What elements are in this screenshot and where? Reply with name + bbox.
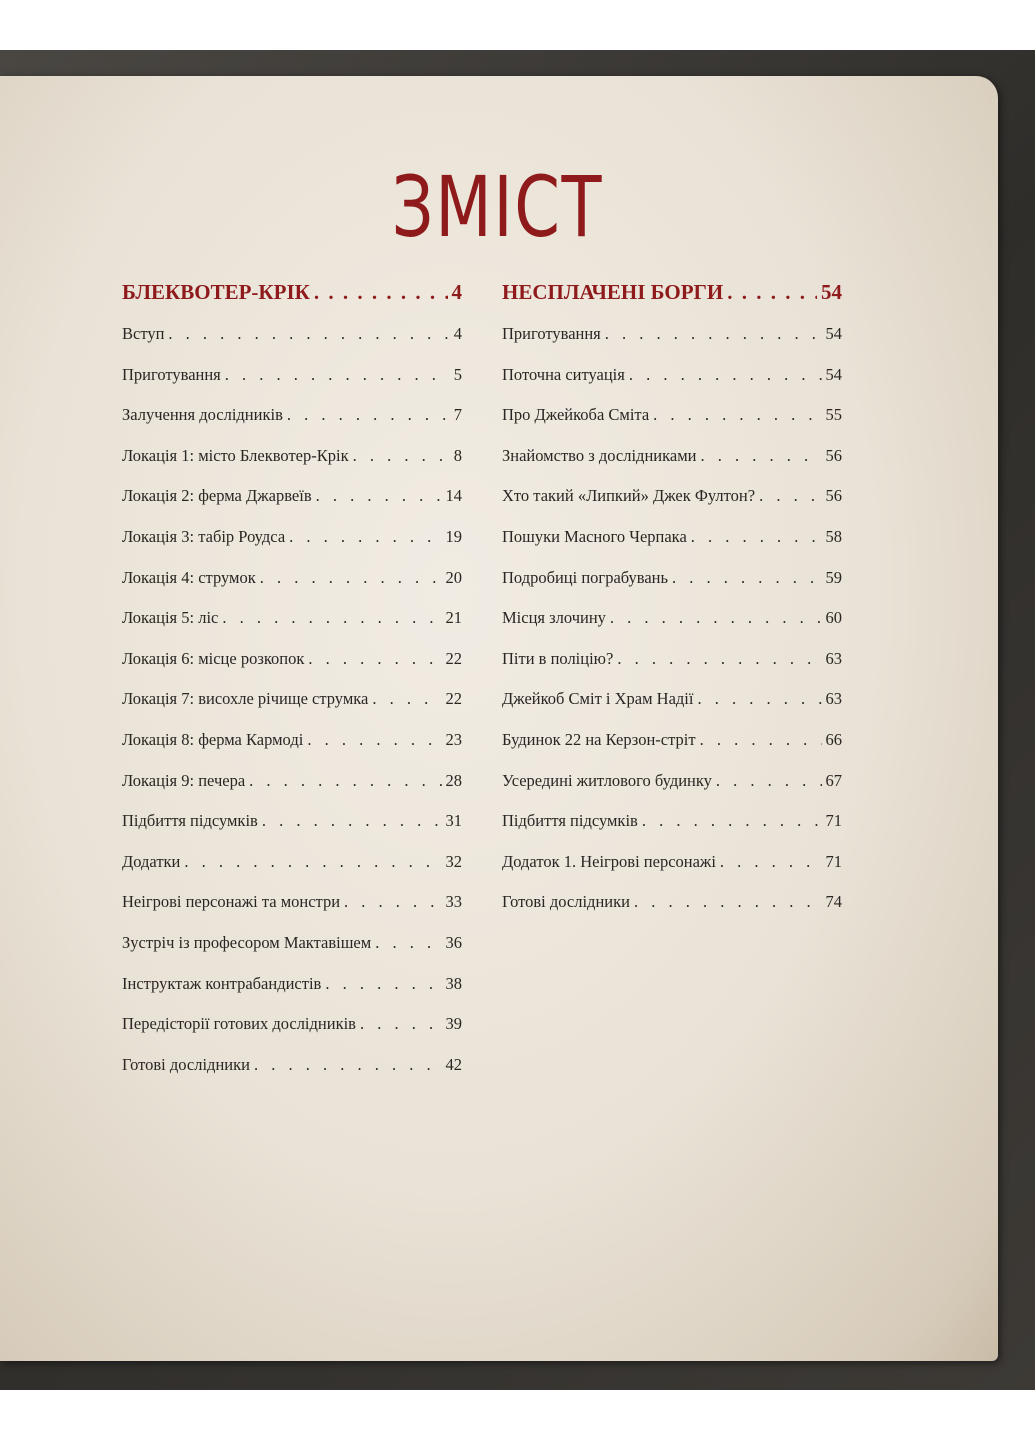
toc-column-left bbox=[122, 280, 462, 1095]
page-number: 38 bbox=[445, 973, 462, 993]
dot-leader bbox=[353, 446, 450, 466]
toc-entry[interactable] bbox=[502, 365, 842, 406]
entry-title: Усередині житлового будинку bbox=[502, 770, 712, 790]
entry-title: Локація 7: висохле річище струмка bbox=[122, 689, 369, 709]
page-number: 8 bbox=[453, 445, 462, 465]
page-number: 4 bbox=[453, 324, 462, 343]
page-number: 63 bbox=[825, 689, 842, 709]
dot-leader bbox=[254, 1055, 442, 1075]
toc-entry[interactable] bbox=[502, 730, 842, 771]
page-number: 20 bbox=[445, 567, 462, 587]
page-number: 21 bbox=[445, 608, 462, 628]
toc-entry[interactable] bbox=[502, 568, 842, 609]
entry-title: Підбиття підсумків bbox=[502, 811, 638, 831]
toc-entry[interactable] bbox=[122, 852, 462, 893]
toc-entry[interactable] bbox=[502, 852, 842, 893]
toc-section-heading[interactable] bbox=[502, 280, 842, 308]
entry-title: Локація 3: табір Роудса bbox=[122, 526, 286, 546]
page-number: 28 bbox=[445, 770, 462, 790]
toc-entry[interactable] bbox=[122, 568, 462, 609]
dot-leader bbox=[314, 280, 448, 305]
toc-entry[interactable] bbox=[502, 324, 842, 365]
dot-leader bbox=[727, 280, 817, 305]
page-number: 66 bbox=[825, 729, 842, 749]
toc-entry[interactable] bbox=[122, 1014, 462, 1055]
toc-entry[interactable] bbox=[502, 811, 842, 852]
dot-leader bbox=[325, 974, 441, 994]
page-number: 14 bbox=[445, 486, 462, 506]
page-number: 56 bbox=[825, 445, 842, 465]
toc-entry[interactable] bbox=[122, 1055, 462, 1096]
toc-entry[interactable] bbox=[122, 933, 462, 974]
toc-entry[interactable] bbox=[122, 527, 462, 568]
page-number: 60 bbox=[825, 608, 842, 628]
page-number: 39 bbox=[445, 1014, 462, 1034]
toc-entry[interactable] bbox=[122, 405, 462, 446]
page-number: 23 bbox=[445, 729, 462, 749]
entry-title: Локація 4: струмок bbox=[122, 567, 256, 587]
page-number: 31 bbox=[445, 811, 462, 831]
toc-entry[interactable] bbox=[122, 689, 462, 730]
dot-leader bbox=[262, 811, 442, 831]
entry-title: Інструктаж контрабандистів bbox=[122, 973, 322, 993]
entry-title: Зустріч із професором Мактавішем bbox=[122, 932, 372, 952]
toc-entry[interactable] bbox=[502, 649, 842, 690]
dot-leader bbox=[691, 527, 822, 547]
dot-leader bbox=[307, 730, 441, 750]
dot-leader bbox=[716, 771, 822, 791]
page-number: 54 bbox=[825, 324, 842, 343]
toc-entry[interactable] bbox=[502, 892, 842, 933]
entry-title: Будинок 22 на Керзон-стріт bbox=[502, 729, 696, 749]
page-number: 22 bbox=[445, 648, 462, 668]
toc-entry[interactable] bbox=[502, 527, 842, 568]
entry-title: Передісторії готових дослідників bbox=[122, 1014, 356, 1034]
page-number: 42 bbox=[445, 1054, 462, 1074]
page-number: 22 bbox=[445, 689, 462, 709]
dot-leader bbox=[225, 365, 450, 385]
page-number: 32 bbox=[445, 851, 462, 871]
page-number: 71 bbox=[825, 851, 842, 871]
dot-leader bbox=[316, 486, 442, 506]
dot-leader bbox=[605, 324, 822, 344]
toc-entry[interactable] bbox=[122, 771, 462, 812]
dot-leader bbox=[700, 446, 821, 466]
dot-leader bbox=[249, 771, 441, 791]
page-title: ЗМІСТ bbox=[391, 158, 604, 256]
entry-title: Про Джейкоба Сміта bbox=[502, 405, 650, 425]
page-number: 4 bbox=[451, 280, 462, 304]
page-number: 33 bbox=[445, 892, 462, 912]
page-number: 59 bbox=[825, 567, 842, 587]
entry-title: Місця злочину bbox=[502, 608, 606, 628]
entry-title: Знайомство з дослідниками bbox=[502, 445, 697, 465]
dot-leader bbox=[360, 1014, 442, 1034]
dot-leader bbox=[260, 568, 442, 588]
toc-column-right bbox=[502, 280, 842, 933]
dot-leader bbox=[308, 649, 441, 669]
page-number: 55 bbox=[825, 405, 842, 425]
page-number: 67 bbox=[825, 770, 842, 790]
toc-entry[interactable] bbox=[122, 446, 462, 487]
entry-title: Хто такий «Липкий» Джек Фултон? bbox=[502, 486, 756, 506]
page-number: 54 bbox=[821, 280, 842, 304]
toc-entry[interactable] bbox=[122, 365, 462, 406]
toc-entry[interactable] bbox=[502, 446, 842, 487]
toc-entry[interactable] bbox=[122, 649, 462, 690]
page-number: 58 bbox=[825, 526, 842, 546]
dot-leader bbox=[168, 324, 449, 344]
entry-title: Джейкоб Сміт і Храм Надії bbox=[502, 689, 694, 709]
page-number: 7 bbox=[453, 405, 462, 425]
page-number: 19 bbox=[445, 526, 462, 546]
dot-leader bbox=[375, 933, 441, 953]
dot-leader bbox=[289, 527, 441, 547]
page-number: 63 bbox=[825, 648, 842, 668]
entry-title: Приготування bbox=[122, 364, 221, 384]
dot-leader bbox=[700, 730, 822, 750]
entry-title: Приготування bbox=[502, 324, 601, 343]
entry-title: Локація 6: місце розкопок bbox=[122, 648, 305, 668]
dot-leader bbox=[184, 852, 441, 872]
entry-title: Локація 1: місто Блеквотер-Крік bbox=[122, 445, 349, 465]
dot-leader bbox=[653, 405, 821, 425]
entry-title: Неігрові персонажі та монстри bbox=[122, 892, 341, 912]
dot-leader bbox=[634, 892, 822, 912]
entry-title: Пошуки Масного Черпака bbox=[502, 526, 687, 546]
page-number: 56 bbox=[825, 486, 842, 506]
entry-title: Вступ bbox=[122, 324, 165, 343]
page-number: 5 bbox=[453, 364, 462, 384]
toc-entry[interactable] bbox=[502, 608, 842, 649]
dot-leader bbox=[610, 608, 822, 628]
entry-title: Локація 2: ферма Джарвеїв bbox=[122, 486, 312, 506]
dot-leader bbox=[720, 852, 822, 872]
section-title: НЕСПЛАЧЕНІ БОРГИ bbox=[502, 280, 724, 304]
dot-leader bbox=[629, 365, 822, 385]
entry-title: Готові дослідники bbox=[122, 1054, 250, 1074]
toc-entry[interactable] bbox=[502, 405, 842, 446]
dot-leader bbox=[617, 649, 821, 669]
toc-entry[interactable] bbox=[122, 730, 462, 771]
entry-title: Залучення дослідників bbox=[122, 405, 283, 425]
entry-title: Поточна ситуація bbox=[502, 364, 625, 384]
dot-leader bbox=[222, 608, 441, 628]
dot-leader bbox=[672, 568, 821, 588]
dot-leader bbox=[642, 811, 822, 831]
dot-leader bbox=[697, 689, 821, 709]
toc-entry[interactable] bbox=[122, 486, 462, 527]
page-number: 71 bbox=[825, 811, 842, 831]
entry-title: Локація 8: ферма Кармоді bbox=[122, 729, 304, 749]
entry-title: Підбиття підсумків bbox=[122, 811, 258, 831]
toc-section-heading[interactable] bbox=[122, 280, 462, 308]
toc-entry[interactable] bbox=[502, 486, 842, 527]
toc-entry[interactable] bbox=[122, 811, 462, 852]
toc-entry[interactable] bbox=[502, 689, 842, 730]
entry-title: Локація 9: печера bbox=[122, 770, 246, 790]
entry-title: Готові дослідники bbox=[502, 892, 630, 912]
dot-leader bbox=[759, 486, 821, 506]
toc-entry[interactable] bbox=[502, 771, 842, 812]
entry-title: Додаток 1. Неігрові персонажі bbox=[502, 851, 716, 871]
page-number: 74 bbox=[825, 892, 842, 912]
dot-leader bbox=[344, 892, 441, 912]
dot-leader bbox=[287, 405, 450, 425]
toc-entry[interactable] bbox=[122, 324, 462, 365]
toc-entry[interactable] bbox=[122, 892, 462, 933]
entry-title: Піти в поліцію? bbox=[502, 648, 614, 668]
page-number: 54 bbox=[825, 364, 842, 384]
entry-title: Локація 5: ліс bbox=[122, 608, 219, 628]
entry-title: Додатки bbox=[122, 851, 181, 871]
entry-title: Подробиці пограбувань bbox=[502, 567, 669, 587]
toc-entry[interactable] bbox=[122, 974, 462, 1015]
page-number: 36 bbox=[445, 932, 462, 952]
toc-entry[interactable] bbox=[122, 608, 462, 649]
dot-leader bbox=[372, 689, 441, 709]
section-title: БЛЕКВОТЕР-КРІК bbox=[122, 280, 310, 304]
